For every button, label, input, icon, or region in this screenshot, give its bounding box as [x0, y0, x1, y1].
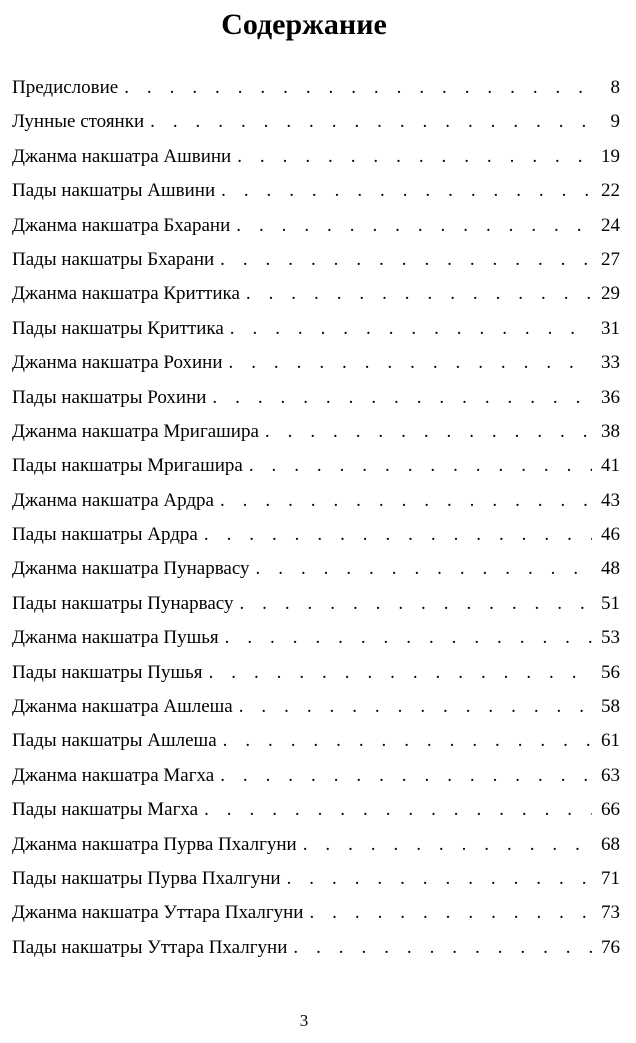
toc-entry-page: 43 [601, 489, 620, 511]
toc-entry-title: Джанма накшатра Рохини [12, 352, 223, 374]
toc-entry [12, 105, 620, 139]
toc-entry [12, 793, 620, 827]
toc-dot-leader [209, 656, 592, 690]
toc-dot-leader [293, 931, 592, 965]
toc-entry [12, 484, 620, 518]
toc-dot-leader [220, 759, 592, 793]
toc-dot-leader [236, 209, 592, 243]
toc-entry-title: Пады накшатры Ашвини [12, 180, 216, 202]
toc-entry [12, 449, 620, 483]
toc-dot-leader [230, 312, 592, 346]
toc-entry-title: Джанма накшатра Магха [12, 764, 215, 786]
toc-entry-page: 27 [601, 248, 620, 270]
table-of-contents [12, 71, 620, 965]
toc-entry [12, 71, 620, 105]
toc-entry [12, 243, 620, 277]
toc-entry-title: Пады накшатры Магха [12, 799, 199, 821]
toc-entry-title: Пады накшатры Ардра [12, 524, 198, 546]
toc-dot-leader [204, 793, 592, 827]
toc-entry [12, 277, 620, 311]
toc-entry-title: Пады накшатры Мригашира [12, 455, 243, 477]
toc-entry-page: 61 [601, 730, 620, 752]
toc-entry-title: Пады накшатры Пурва Пхалгуни [12, 867, 281, 889]
toc-entry-title: Джанма накшатра Пурва Пхалгуни [12, 833, 297, 855]
toc-entry [12, 587, 620, 621]
toc-dot-leader [150, 105, 592, 139]
toc-entry-page: 51 [601, 592, 620, 614]
toc-entry-page: 8 [610, 77, 620, 98]
toc-dot-leader [239, 690, 592, 724]
toc-entry [12, 724, 620, 758]
toc-entry-title: Пады накшатры Бхарани [12, 248, 215, 270]
toc-entry [12, 140, 620, 174]
toc-dot-leader [204, 518, 592, 552]
toc-entry-page: 9 [610, 111, 620, 133]
toc-dot-leader [225, 621, 592, 655]
toc-entry-page: 31 [601, 317, 620, 339]
toc-entry [12, 862, 620, 896]
toc-entry-title: Пады накшатры Пушья [12, 661, 203, 683]
toc-entry [12, 346, 620, 380]
toc-entry-page: 76 [601, 936, 620, 958]
toc-dot-leader [212, 381, 592, 415]
toc-dot-leader [265, 415, 592, 449]
toc-dot-leader [287, 862, 592, 896]
toc-entry-title: Джанма накшатра Криттика [12, 283, 240, 305]
toc-entry-title: Пады накшатры Уттара Пхалгуни [12, 936, 288, 958]
toc-entry-title: Джанма накшатра Уттара Пхалгуни [12, 902, 304, 924]
toc-dot-leader [309, 896, 592, 930]
toc-entry [12, 690, 620, 724]
toc-dot-leader [249, 449, 592, 483]
toc-entry [12, 312, 620, 346]
toc-entry [12, 381, 620, 415]
toc-entry [12, 552, 620, 586]
toc-entry-title: Предисловие [12, 77, 119, 98]
toc-entry-page: 68 [601, 833, 620, 855]
toc-entry-page: 73 [601, 902, 620, 924]
toc-entry [12, 209, 620, 243]
toc-entry-page: 36 [601, 386, 620, 408]
page-number: 3 [299, 1011, 309, 1030]
toc-entry-title: Пады накшатры Ашлеша [12, 730, 217, 752]
toc-entry-page: 19 [601, 145, 620, 167]
toc-entry-page: 53 [601, 627, 620, 649]
toc-entry-page: 24 [601, 214, 620, 236]
toc-entry-title: Джанма накшатра Ашлеша [12, 696, 233, 718]
toc-dot-leader [124, 71, 592, 105]
toc-dot-leader [256, 552, 592, 586]
toc-entry-page: 22 [601, 180, 620, 202]
toc-entry-page: 56 [601, 661, 620, 683]
toc-dot-leader [239, 587, 592, 621]
toc-entry [12, 518, 620, 552]
toc-dot-leader [303, 828, 592, 862]
toc-entry-title: Джанма накшатра Ашвини [12, 145, 232, 167]
toc-entry-page: 33 [601, 352, 620, 374]
toc-dot-leader [223, 724, 592, 758]
toc-entry-title: Джанма накшатра Пунарвасу [12, 558, 250, 580]
toc-dot-leader [237, 140, 592, 174]
toc-entry-title: Джанма накшатра Пушья [12, 627, 219, 649]
toc-entry-title: Джанма накшатра Мригашира [12, 420, 259, 442]
toc-entry [12, 828, 620, 862]
toc-entry [12, 174, 620, 208]
toc-dot-leader [220, 243, 592, 277]
toc-entry-title: Лунные стоянки [12, 111, 145, 133]
toc-entry-page: 46 [601, 524, 620, 546]
toc-entry-page: 38 [601, 420, 620, 442]
toc-dot-leader [229, 346, 592, 380]
toc-entry-title: Джанма накшатра Ардра [12, 489, 214, 511]
toc-dot-leader [246, 277, 592, 311]
toc-entry-page: 41 [601, 455, 620, 477]
toc-entry-page: 29 [601, 283, 620, 305]
page-title: Содержание [221, 8, 387, 41]
toc-entry [12, 656, 620, 690]
toc-dot-leader [220, 484, 592, 518]
toc-entry-page: 48 [601, 558, 620, 580]
toc-dot-leader [221, 174, 592, 208]
toc-entry-page: 71 [601, 867, 620, 889]
toc-entry [12, 896, 620, 930]
toc-entry [12, 931, 620, 965]
toc-entry-title: Джанма накшатра Бхарани [12, 214, 231, 236]
toc-entry-title: Пады накшатры Криттика [12, 317, 224, 339]
toc-entry-page: 58 [601, 696, 620, 718]
toc-entry [12, 621, 620, 655]
toc-entry-title: Пады накшатры Пунарвасу [12, 592, 234, 614]
toc-entry-page: 63 [601, 764, 620, 786]
toc-entry-page: 66 [601, 799, 620, 821]
toc-entry-title: Пады накшатры Рохини [12, 386, 207, 408]
toc-entry [12, 415, 620, 449]
toc-entry [12, 759, 620, 793]
